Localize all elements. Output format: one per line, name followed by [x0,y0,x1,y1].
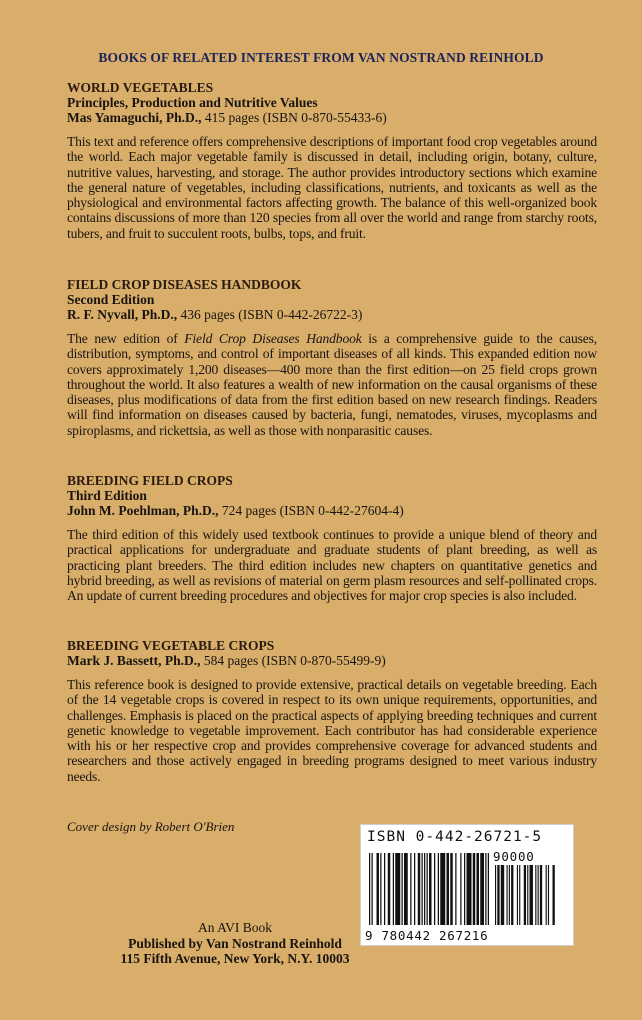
barcode-bar [434,853,435,925]
book-entry-breeding-field-crops [67,473,597,603]
book-title: WORLD VEGETABLES [67,80,214,95]
book-description: This text and reference offers comprehensive descriptions of important food crop vegetables around the world. Each major vegetable family is discussed in detail, including origin, botany, culture, nutritive values, harvesting, and storage. The author provides introductory sections which examine the general nature of vegetables, including classifications, nutrients, and toxicants as well as the physiological and environmental factors affecting growth. The balance of this well-organized book contains discussions of more than 120 species from all over the world and range from starchy roots, tubers, and fruit to succulent roots, bulbs, tops, and fruit. [67,134,597,241]
book-title: BREEDING FIELD CROPS [67,473,233,488]
barcode-bar [524,865,526,925]
cover-credit: Cover design by Robert O'Brien [67,819,235,834]
book-author-line [67,110,597,125]
barcode-bar [422,853,423,925]
book-description: This reference book is designed to provide extensive, practical details on vegetable breeding. Each of the 14 vegetable crops is covered in respect to its own unique requirements, opportunities, and challenges. Emphasis is placed on the practical aspects of applying breeding techniques and current genetic knowledge to vegetable improvement. Each contributor has had considerable experience with his or her respective crop and provides comprehensive coverage for advanced students and researchers and those actively engaged in breeding programs designed to meet various industry needs. [67,677,597,784]
barcode-bar [455,853,456,925]
book-author-line [67,653,597,668]
book-entry-world-vegetables [67,80,597,241]
barcode-bar [427,853,428,925]
barcode-bar [548,865,549,925]
book-author: Mas Yamaguchi, Ph.D., [67,110,202,125]
book-author: Mark J. Bassett, Ph.D., [67,653,201,668]
addon-barcode [495,865,567,925]
barcode-bar [402,853,403,925]
barcode-bar [538,865,539,925]
book-author: R. F. Nyvall, Ph.D., [67,307,178,322]
book-subtitle: Second Edition [67,292,155,307]
barcode-bar [509,865,510,925]
barcode-bar [414,853,415,925]
publisher-name: Published by Van Nostrand Reinhold [128,935,342,951]
book-author-line [67,503,597,518]
barcode-bar [497,865,499,925]
addon-number: 90000 [493,849,535,864]
ean-number: 9 780442 267216 [365,928,489,943]
barcode-bar [418,853,421,925]
barcode-bar [460,853,461,925]
publisher-block [100,920,370,967]
barcode-bar [480,853,484,925]
barcode-bar [507,865,508,925]
book-details: 724 pages (ISBN 0-442-27604-4) [218,503,404,518]
desc-prefix: The new edition of [67,331,185,346]
barcode-bar [429,853,432,925]
barcode-bar [464,853,465,925]
barcode-bar [450,853,453,925]
barcode-bar [511,865,513,925]
book-entry-breeding-vegetable-crops [67,638,597,784]
barcode-bar [380,853,381,925]
book-author: John M. Poehlman, Ph.D., [67,503,219,518]
book-subtitle: Third Edition [67,488,147,503]
book-description [67,331,597,438]
barcode-bar [467,853,472,925]
book-details: 415 pages (ISBN 0-870-55433-6) [201,110,387,125]
publisher-imprint: An AVI Book [197,920,272,935]
barcode-bar [535,865,536,925]
barcode-bar [369,853,370,925]
isbn-label: ISBN 0-442-26721-5 [367,829,543,845]
barcode-bar [410,853,411,925]
barcode-bar [527,865,528,925]
barcode-bar [517,865,518,925]
barcode-bar [477,853,480,925]
book-description: The third edition of this widely used textbook continues to provide a unique blend of theory and practical applications for undergraduate and graduate students of plant breeding, as well as practicing plant breeders. The third edition includes new chapters on quantitative genetics and hybrid breeding, as well as revisions of material on germ plasm resources and self-pollinated crops. An update of current breeding procedures and objectives for major crop species is also included. [67,527,597,604]
barcode-bar [546,865,547,925]
book-title: BREEDING VEGETABLE CROPS [67,638,275,653]
barcode-bar [447,853,450,925]
barcode-bar [388,853,391,925]
barcode-bar [438,853,439,925]
section-header: BOOKS OF RELATED INTEREST FROM VAN NOSTRAND REINHOLD [98,50,544,65]
barcode-bar [473,853,476,925]
desc-italic-title: Field Crop Diseases Handbook [184,331,362,346]
book-subtitle: Principles, Production and Nutritive Values [67,95,318,110]
barcode-bar [488,853,489,925]
barcode-bar [377,853,380,925]
barcode-bar [424,853,425,925]
barcode-bar [530,865,533,925]
book-entry-field-crop-diseases [67,277,597,438]
barcode-bar [495,865,496,925]
barcode-bar [485,853,486,925]
barcode-bar [501,865,504,925]
barcode-bar [372,853,373,925]
barcode-bar [384,853,385,925]
barcode-bar [540,865,542,925]
barcode-bar [395,853,400,925]
barcode-box [360,824,574,946]
desc-body: is a comprehensive guide to the causes, distribution, symptoms, and control of important diseases of all kinds. This expanded edition now covers approximately 1,200 diseases—400 more than the first edition—on 25 field crops grown throughout the world. It also features a wealth of new information on the causal organisms of these diseases, plus modifications of data from the first edition based on new research findings. Readers will find information on diseases caused by bacteria, fungi, nematodes, viruses, mycoplasms and spiroplasms, and rickettsia, as well as those with nonparasitic causes. [67,331,598,438]
book-author-line [67,307,597,322]
book-title: FIELD CROP DISEASES HANDBOOK [67,277,302,292]
barcode-bar [404,853,408,925]
barcode-bar [393,853,394,925]
barcode-bar [440,853,445,925]
barcode-bar [553,865,555,925]
publisher-address: 115 Fifth Avenue, New York, N.Y. 10003 [120,951,350,966]
barcode-bar [519,865,520,925]
book-details: 584 pages (ISBN 0-870-55499-9) [200,653,386,668]
ean-barcode [369,853,489,925]
book-details: 436 pages (ISBN 0-442-26722-3) [177,307,363,322]
